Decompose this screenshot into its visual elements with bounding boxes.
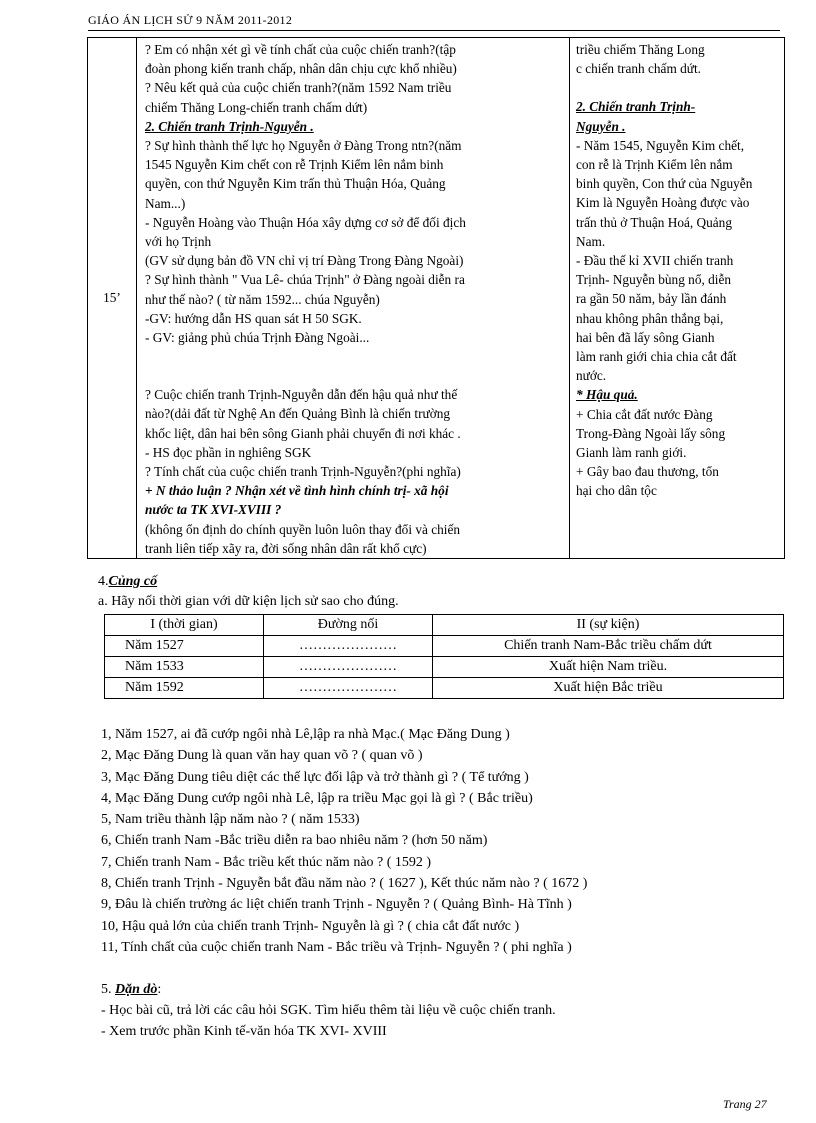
section-title: Củng cố <box>108 574 158 589</box>
content-line: nước. <box>576 368 607 384</box>
content-line: Nam. <box>576 233 606 249</box>
content-line: - Đầu thế kỉ XVII chiến tranh <box>576 253 734 269</box>
question-item: 1, Năm 1527, ai đã cướp ngôi nhà Lê,lập ra nhà Mạc.( Mạc Đăng Dung ) <box>101 727 510 742</box>
question-item: 10, Hậu quả lớn của chiến tranh Trịnh- Nguyễn là gì ? ( chia cắt đất nước ) <box>101 918 520 934</box>
question-item: 8, Chiến tranh Trịnh - Nguyễn bắt đầu năm nào ? ( 1627 ), Kết thúc năm nào ? ( 1672 ) <box>101 876 588 892</box>
discussion-prompt: nước ta TK XVI-XVIII ? <box>145 502 282 518</box>
content-line: nhau không phân thắng bại, <box>576 310 724 326</box>
teacher-line: quyền, con thứ Nguyễn Kim trấn thủ Thuận Hóa, Quảng <box>145 176 446 192</box>
content-line: Kim là Nguyễn Hoàng được vào <box>576 195 750 211</box>
homework-section <box>101 979 556 1042</box>
question-item: 4, Mạc Đăng Dung cướp ngôi nhà Lê, lập ra triều Mạc gọi là gì ? ( Bắc triều) <box>101 790 533 806</box>
content-line: + Chia cắt đất nước Đàng <box>576 406 713 422</box>
teacher-line: (không ổn định do chính quyền luôn luôn thay đổi và chiến <box>145 521 461 537</box>
content-line: - Năm 1545, Nguyễn Kim chết, <box>576 137 745 153</box>
cell-time: Năm 1533 <box>105 657 264 678</box>
cell-time: Năm 1592 <box>105 678 264 699</box>
question-item: 7, Chiến tranh Nam - Bắc triều kết thúc năm nào ? ( 1592 ) <box>101 854 432 870</box>
content-line: làm ranh giới chia chia cắt đất <box>576 349 737 365</box>
content-line: con rễ là Trịnh Kiểm lên nắm <box>576 157 733 173</box>
content-line: trấn thủ ở Thuận Hoá, Quảng <box>576 214 732 230</box>
table-row <box>105 678 784 699</box>
section-5-heading <box>101 979 556 1000</box>
page-header <box>88 10 780 31</box>
content-line: ra gần 50 năm, bảy lần đánh <box>576 291 727 307</box>
teacher-line: tranh liên tiếp xãy ra, đời sống nhân dân rất khổ cực) <box>145 540 427 556</box>
teacher-subheading: 2. Chiến tranh Trịnh-Nguyễn . <box>145 118 314 134</box>
content-line: hại cho dân tộc <box>576 483 657 499</box>
content-subheading: 2. Chiến tranh Trịnh- <box>576 99 696 115</box>
teacher-line: ? Em có nhận xét gì về tính chất của cuộc chiến tranh?(tập <box>145 42 456 57</box>
page-number: Trang 27 <box>723 1097 767 1111</box>
cell-event: Xuất hiện Bắc triều <box>433 678 784 699</box>
cell-line: ………………… <box>264 678 433 699</box>
teacher-line: Nam...) <box>145 195 186 211</box>
question-item: 11, Tính chất của cuộc chiến tranh Nam - Bắc triều và Trịnh- Nguyễn ? ( phi nghĩa ) <box>101 939 572 955</box>
teacher-line: nào?(dải đất từ Nghệ An đến Quảng Bình là chiến trường <box>145 406 451 422</box>
question-item: 3, Mạc Đăng Dung tiêu diệt các thế lực đối lập và trở thành gì ? ( Tể tướng ) <box>101 769 529 785</box>
cell-line: ………………… <box>264 636 433 657</box>
content-line: binh quyền, Con thứ của Nguyễn <box>576 176 753 192</box>
content-line: c chiến tranh chấm dứt. <box>576 61 701 77</box>
teacher-line: như thế nào? ( từ năm 1592... chúa Nguyễn) <box>145 291 380 307</box>
heading-colon: : <box>157 982 162 997</box>
question-item: 5, Nam triều thành lập năm nào ? ( năm 1533) <box>101 812 360 828</box>
teacher-line: với họ Trịnh <box>145 234 212 250</box>
cell-line: ………………… <box>264 657 433 678</box>
lesson-content-cell <box>570 38 785 559</box>
teacher-line: - GV: giảng phủ chúa Trịnh Đàng Ngoài... <box>145 330 370 346</box>
section-title: Dặn dò <box>115 982 158 997</box>
homework-item: - Xem trước phần Kinh tế-văn hóa TK XVI- XVIII <box>101 1024 387 1039</box>
section-4-heading <box>98 574 157 590</box>
content-line: + Gây bao đau thương, tổn <box>576 464 719 480</box>
lesson-table <box>87 37 785 559</box>
question-item: 6, Chiến tranh Nam -Bắc triều diễn ra bao nhiêu năm ? (hơn 50 năm) <box>101 833 488 849</box>
teacher-line: 1545 Nguyễn Kim chết con rễ Trịnh Kiểm lên nắm binh <box>145 157 444 173</box>
teacher-line: ? Cuộc chiến tranh Trịnh-Nguyễn dẫn đến hậu quả như thế <box>145 387 458 403</box>
time-cell: 15’ <box>88 38 137 559</box>
teacher-line: -GV: hướng dẫn HS quan sát H 50 SGK. <box>145 310 362 326</box>
content-subheading: Nguyễn . <box>576 118 626 134</box>
homework-item: - Học bài cũ, trả lời các câu hỏi SGK. Tìm hiểu thêm tài liệu về cuộc chiến tranh. <box>101 1003 556 1018</box>
content-line: hai bên đã lấy sông Gianh <box>576 329 715 345</box>
content-line: Trong-Đàng Ngoài lấy sông <box>576 425 726 441</box>
teacher-activity-cell <box>137 38 570 559</box>
teacher-line: ? Sự hình thành thế lực họ Nguyễn ở Đàng Trong ntn?(năm <box>145 138 462 154</box>
header-cell: II (sự kiện) <box>433 615 784 636</box>
content-line: Trịnh- Nguyễn bùng nổ, diễn <box>576 272 732 288</box>
section-number: 4. <box>98 574 109 589</box>
content-line: Gianh làm ranh giới. <box>576 445 687 461</box>
header-cell: I (thời gian) <box>105 615 264 636</box>
matching-table <box>104 614 784 699</box>
header-title: GIÁO ÁN LỊCH SỬ 9 NĂM 2011-2012 <box>88 13 293 27</box>
teacher-line: đoàn phong kiến tranh chấp, nhân dân chịu cực khổ nhiều) <box>145 61 457 77</box>
teacher-line: ? Tính chất của cuộc chiến tranh Trịnh-Nguyễn?(phi nghĩa) <box>145 464 461 480</box>
teacher-line: ? Nêu kết quả của cuộc chiến tranh?(năm 1592 Nam triều <box>145 80 452 96</box>
content-subheading: * Hậu quả. <box>576 387 638 403</box>
question-item: 9, Đâu là chiến trường ác liệt chiến tranh Trịnh - Nguyễn ? ( Quảng Bình- Hà Tĩnh ) <box>101 897 572 913</box>
teacher-line: ? Sự hình thành " Vua Lê- chúa Trịnh" ở Đàng ngoài diễn ra <box>145 272 465 288</box>
cell-time: Năm 1527 <box>105 636 264 657</box>
teacher-line: - Nguyễn Hoàng vào Thuận Hóa xây dựng cơ sở để đối địch <box>145 214 466 230</box>
cell-event: Xuất hiện Nam triều. <box>433 657 784 678</box>
section-number: 5. <box>101 982 112 997</box>
review-questions <box>101 724 587 958</box>
cell-event: Chiến tranh Nam-Bắc triều chấm dứt <box>433 636 784 657</box>
matching-instruction: a. Hãy nối thời gian với dữ kiện lịch sử sao cho đúng. <box>98 594 399 609</box>
content-line: triều chiếm Thăng Long <box>576 42 705 57</box>
discussion-prompt: + N thảo luận ? Nhận xét về tình hình chính trị- xã hội <box>145 483 449 499</box>
table-row <box>105 636 784 657</box>
table-row <box>105 615 784 636</box>
table-row <box>105 657 784 678</box>
teacher-line: - HS đọc phần in nghiêng SGK <box>145 444 312 460</box>
header-cell: Đường nối <box>264 615 433 636</box>
teacher-line: chiếm Thăng Long-chiến tranh chấm dứt) <box>145 99 368 115</box>
teacher-line: (GV sử dụng bản đồ VN chỉ vị trí Đàng Trong Đàng Ngoài) <box>145 253 464 269</box>
teacher-line: khốc liệt, dân hai bên sông Gianh phải chuyển đi nơi khác . <box>145 425 461 441</box>
question-item: 2, Mạc Đăng Dung là quan văn hay quan võ ? ( quan võ ) <box>101 748 423 764</box>
